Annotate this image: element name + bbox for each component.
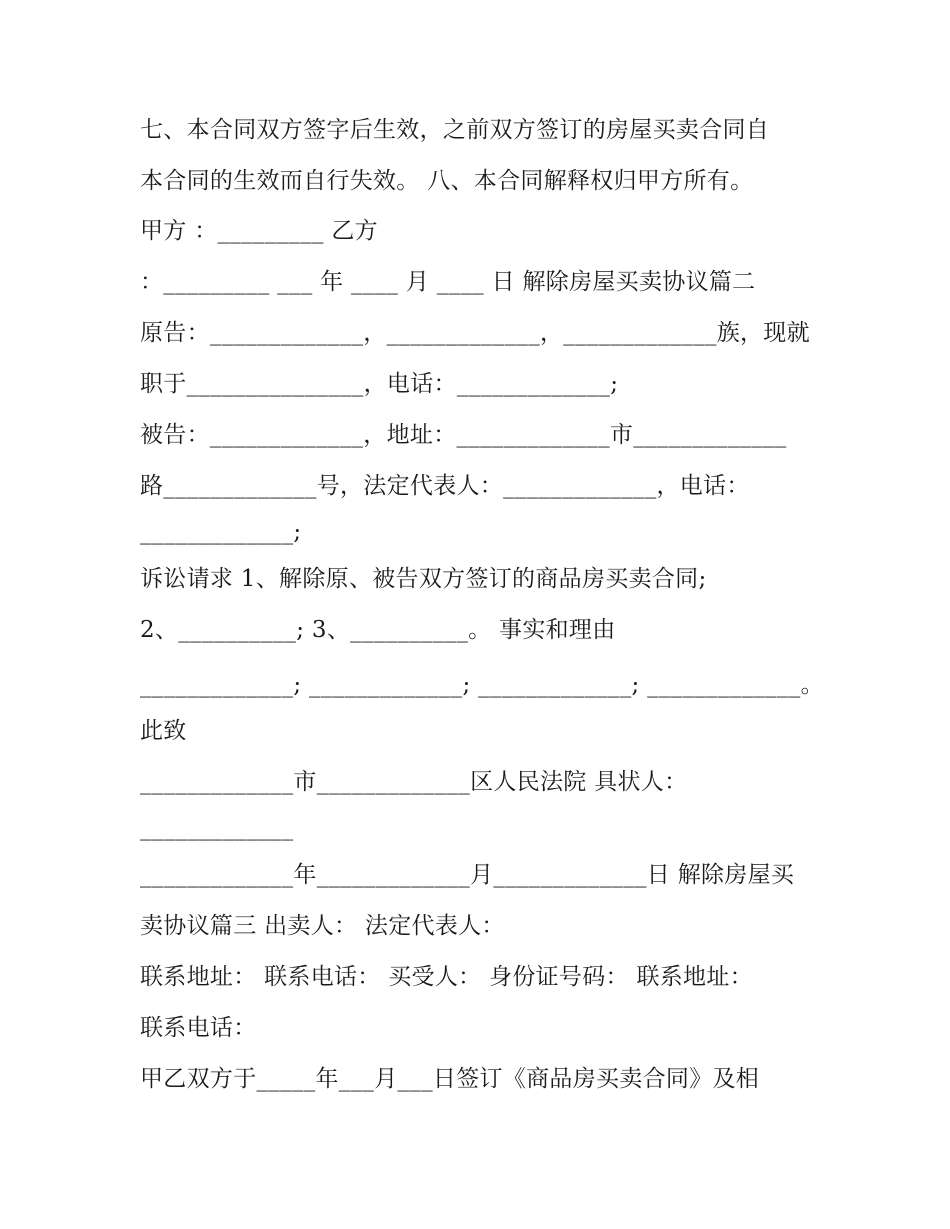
text-line: 七、本合同双方签字后生效，之前双方签订的房屋买卖合同自 [140,117,770,143]
text-line: 职于_______________，电话：_____________; [140,371,619,397]
text-line: _____________年_____________月_____________日 解除房屋买 [140,862,795,888]
text-line: 联系地址： 联系电话： 买受人： 身份证号码： 联系地址： [140,964,753,990]
text-line: 原告：_____________，_____________，_____________族，现就 [140,320,810,346]
text-line: 甲乙双方于_____年___月___日签订《商品房买卖合同》及相 [140,1066,760,1092]
text-line: _____________ [140,815,294,841]
text-line: _____________; [140,519,302,545]
text-line: 联系电话： [140,1015,257,1041]
text-line: 路_____________号，法定代表人：_____________，电话： [140,473,750,499]
text-line: 诉讼请求 1、解除原、被告双方签订的商品房买卖合同; [140,566,707,592]
text-line: 本合同的生效而自行失效。 八、本合同解释权归甲方所有。 [140,168,754,194]
text-line: 甲方 ：_________ 乙方 [140,218,378,244]
text-line: 卖协议篇三 出卖人： 法定代表人： [140,913,505,939]
text-line: 被告：_____________，地址：_____________市_____________ [140,422,787,448]
text-line: 2、__________; 3、__________。 事实和理由 [140,617,616,643]
text-line: ：_________ ___ 年 ____ 月 ____ 日 解除房屋买卖协议篇二 [140,269,756,295]
text-line: _____________; _____________; _____________; _____________。 [140,672,824,698]
text-line: _____________市_____________区人民法院 具状人： [140,769,688,795]
text-line: 此致 [140,718,187,744]
